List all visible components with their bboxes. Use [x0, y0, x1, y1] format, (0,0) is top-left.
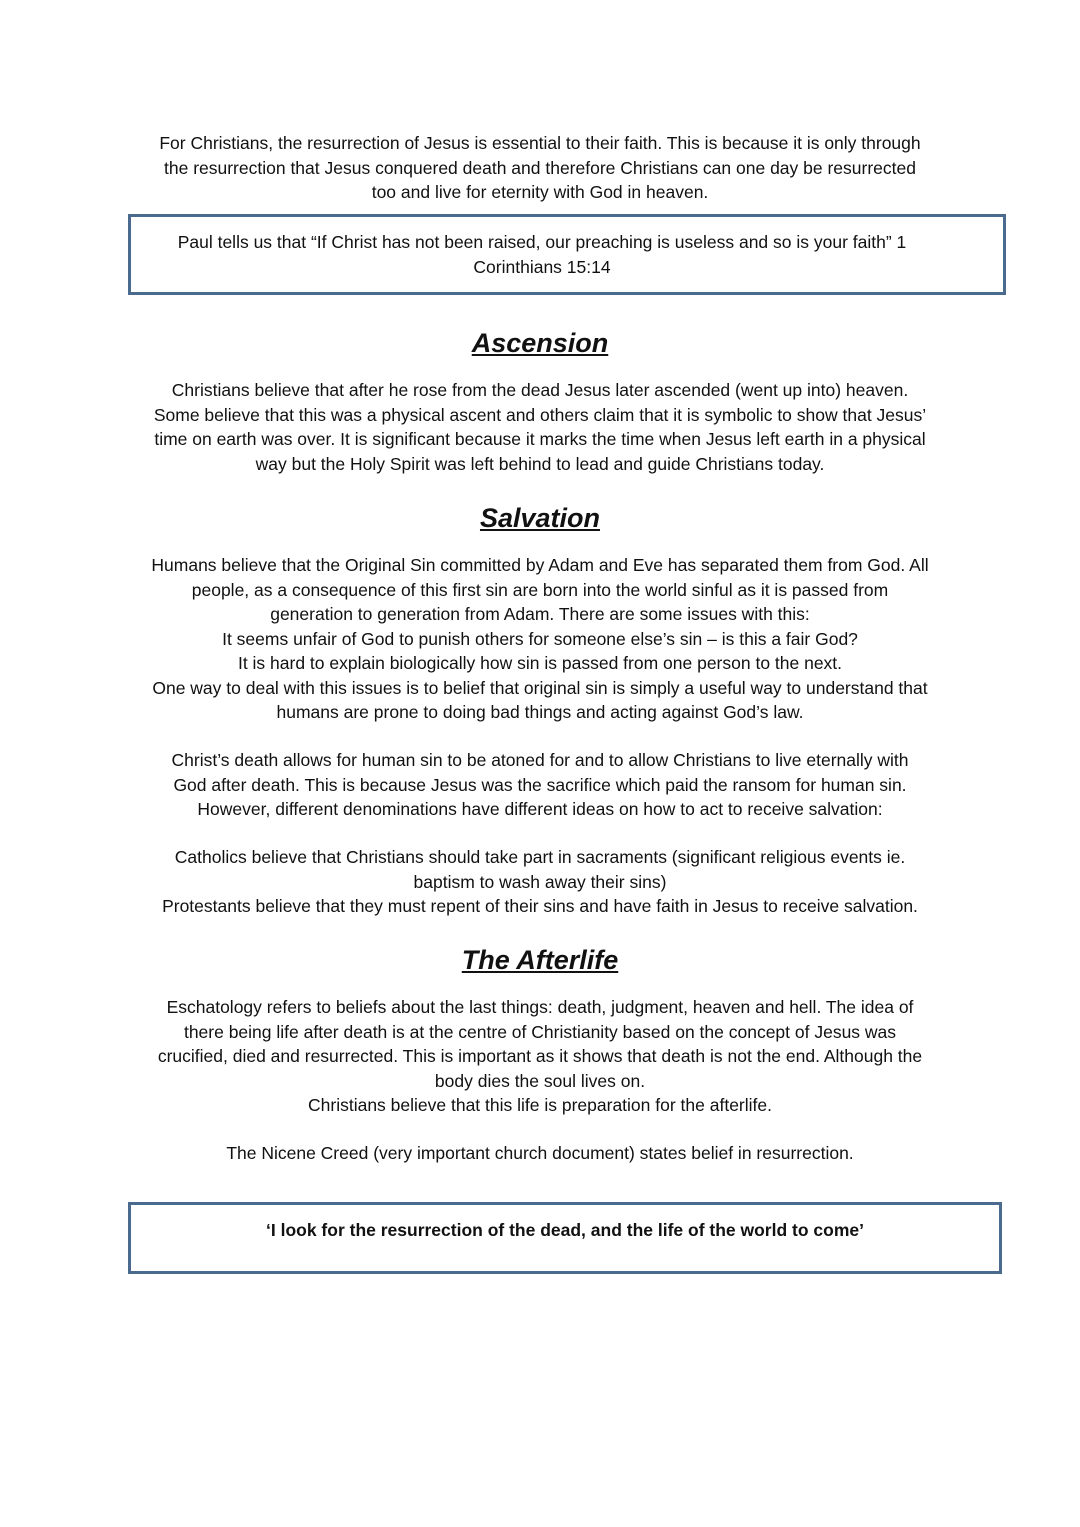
- salvation-line: God after death. This is because Jesus was the sacrifice which paid the ransom for human sin.: [173, 774, 907, 795]
- afterlife-line: Eschatology refers to beliefs about the last things: death, judgment, heaven and hell. The idea of: [166, 997, 914, 1017]
- salvation-line: One way to deal with this issues is to belief that original sin is simply a useful way to understand that: [152, 677, 928, 698]
- salvation-paragraph-denominations: [120, 845, 960, 919]
- afterlife-heading: The Afterlife: [461, 945, 619, 975]
- salvation-paragraph-original-sin: [120, 553, 960, 725]
- afterlife-paragraph-creed: [120, 1141, 960, 1166]
- paul-quote-box: [128, 214, 1006, 295]
- paul-quote-text: [131, 230, 953, 279]
- ascension-line: Christians believe that after he rose from the dead Jesus later ascended (went up into) heaven.: [171, 380, 909, 400]
- ascension-line: Some believe that this was a physical ascent and others claim that it is symbolic to show that Jesus’: [153, 404, 927, 425]
- intro-paragraph: [120, 131, 960, 205]
- ascension-line: way but the Holy Spirit was left behind to lead and guide Christians today.: [255, 453, 825, 474]
- afterlife-line: The Nicene Creed (very important church document) states belief in resurrection.: [226, 1143, 854, 1163]
- afterlife-line: crucified, died and resurrected. This is important as it shows that death is not the end. Although the: [157, 1046, 923, 1066]
- creed-quote-text: ‘I look for the resurrection of the dead, and the life of the world to come’: [266, 1220, 864, 1240]
- creed-quote-box: [128, 1202, 1002, 1274]
- salvation-line: baptism to wash away their sins): [413, 871, 667, 892]
- salvation-line: Protestants believe that they must repent of their sins and have faith in Jesus to receive salvation.: [162, 896, 918, 916]
- ascension-paragraph: [120, 378, 960, 476]
- ascension-heading: Ascension: [471, 328, 609, 358]
- afterlife-line: Christians believe that this life is preparation for the afterlife.: [308, 1095, 772, 1115]
- salvation-line: It seems unfair of God to punish others for someone else’s sin – is this a fair God?: [222, 628, 858, 649]
- salvation-line: Humans believe that the Original Sin committed by Adam and Eve has separated them from God. All: [151, 555, 929, 575]
- salvation-paragraph-atonement: [120, 748, 960, 822]
- salvation-line: However, different denominations have different ideas on how to act to receive salvation:: [197, 799, 883, 819]
- paul-quote-line: Corinthians 15:14: [473, 256, 611, 277]
- salvation-line: humans are prone to doing bad things and acting against God’s law.: [276, 702, 804, 722]
- salvation-line: generation to generation from Adam. There are some issues with this:: [270, 604, 810, 624]
- salvation-heading: Salvation: [479, 503, 601, 533]
- paul-quote-line: Paul tells us that “If Christ has not been raised, our preaching is useless and so is your faith” 1: [177, 232, 907, 252]
- afterlife-line: body dies the soul lives on.: [434, 1070, 646, 1091]
- salvation-line: Catholics believe that Christians should take part in sacraments (significant religious events ie.: [174, 847, 906, 867]
- intro-line: too and live for eternity with God in heaven.: [371, 182, 709, 202]
- ascension-line: time on earth was over. It is significant because it marks the time when Jesus left earth in a physical: [154, 429, 926, 449]
- intro-line: For Christians, the resurrection of Jesus is essential to their faith. This is because it is only through: [159, 133, 921, 153]
- salvation-line: Christ’s death allows for human sin to be atoned for and to allow Christians to live eternally with: [171, 750, 909, 770]
- salvation-line: It is hard to explain biologically how sin is passed from one person to the next.: [237, 653, 843, 673]
- afterlife-line: there being life after death is at the centre of Christianity based on the concept of Jesus was: [183, 1021, 897, 1042]
- intro-line: the resurrection that Jesus conquered death and therefore Christians can one day be resurrected: [164, 157, 916, 178]
- afterlife-paragraph-eschatology: [120, 995, 960, 1118]
- salvation-line: people, as a consequence of this first sin are born into the world sinful as it is passed from: [191, 579, 889, 600]
